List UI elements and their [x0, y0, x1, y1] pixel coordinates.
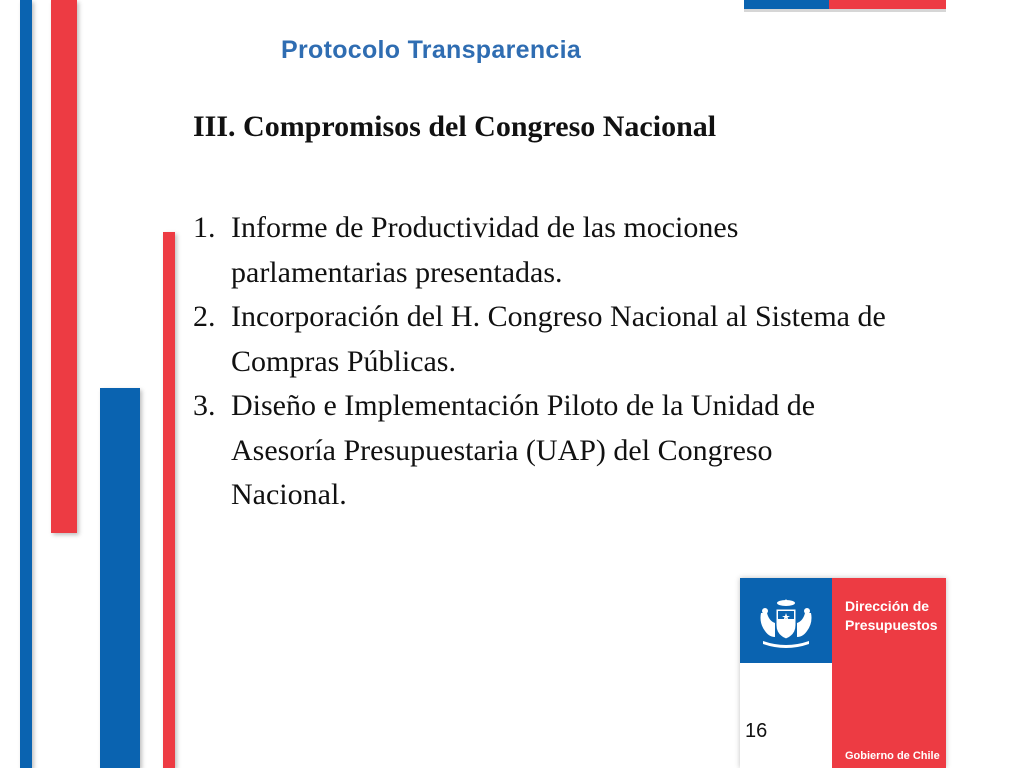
decorative-top-strip-blue	[744, 0, 829, 9]
logo-text-line1: Dirección de	[845, 598, 930, 614]
decorative-bar-blue-1	[20, 0, 32, 768]
list-item-line: Nacional.	[231, 478, 347, 511]
decorative-bar-blue-2	[100, 388, 140, 768]
logo-text-bottom: Gobierno de Chile	[845, 750, 940, 762]
list-item	[193, 295, 993, 384]
list-item	[193, 384, 993, 518]
header-title: Protocolo Transparencia	[281, 36, 582, 64]
logo-white-panel	[740, 663, 832, 768]
list-item-number: 1.	[193, 211, 216, 244]
logo-blue-panel	[740, 578, 832, 663]
decorative-top-strip-shadow	[744, 9, 946, 12]
coat-of-arms-icon	[751, 593, 821, 649]
logo-text-line2: Presupuestos	[845, 617, 938, 633]
decorative-bar-red-1	[51, 0, 77, 533]
list-item-line: Diseño e Implementación Piloto de la Unidad de	[231, 389, 816, 422]
list-item-number: 3.	[193, 389, 216, 422]
list-item-line: Compras Públicas.	[231, 344, 456, 378]
decorative-top-strip-red	[829, 0, 946, 9]
section-title: III. Compromisos del Congreso Nacional	[193, 110, 717, 143]
list-item-number: 2.	[193, 300, 216, 333]
list-item-line: Asesoría Presupuestaria (UAP) del Congreso	[231, 433, 773, 467]
list-item-line: Incorporación del H. Congreso Nacional al Sistema de	[231, 300, 886, 333]
list-item-line: parlamentarias presentadas.	[231, 255, 563, 289]
list-item-line: Informe de Productividad de las mociones	[231, 211, 739, 244]
decorative-bar-red-2	[163, 232, 175, 768]
commitments-list	[193, 206, 993, 518]
list-item	[193, 206, 993, 295]
direccion-presupuestos-logo	[740, 578, 946, 768]
page-number: 16	[745, 720, 768, 742]
